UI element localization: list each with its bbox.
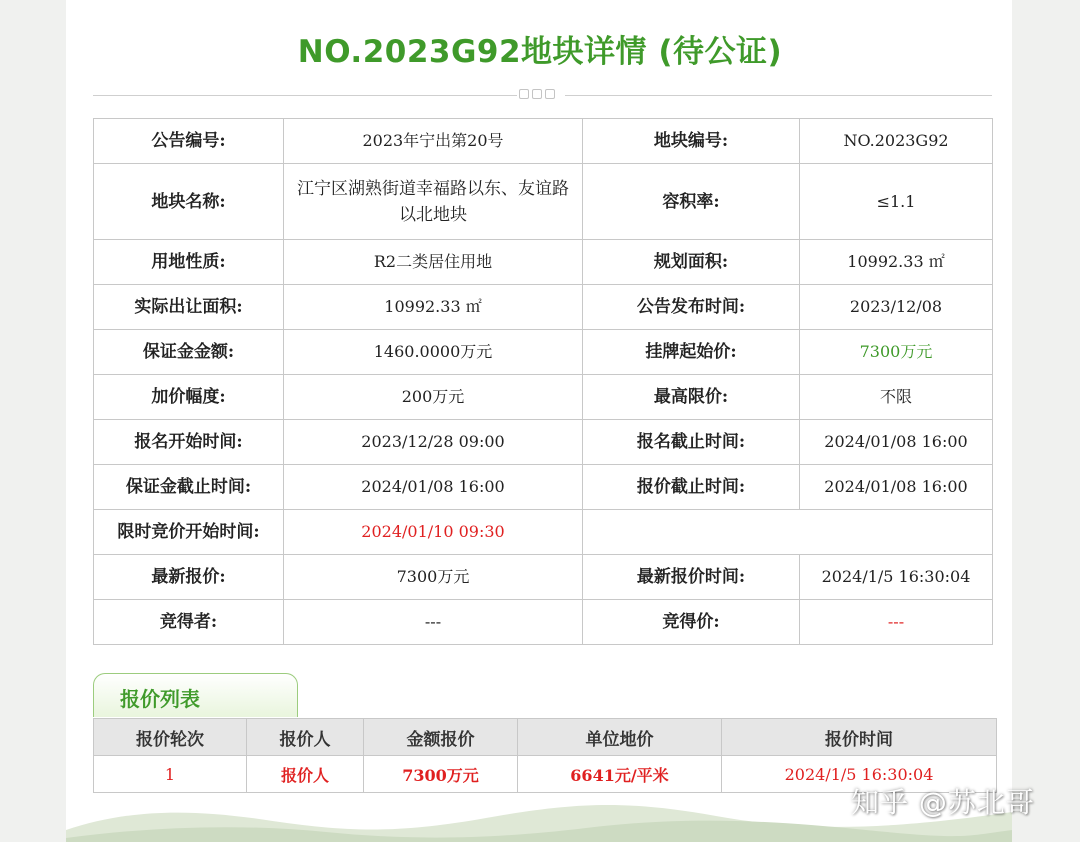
plot-name-label: 地块名称:: [94, 164, 284, 240]
title-divider-ornament: [519, 89, 555, 99]
planned-area-label: 规划面积:: [583, 240, 800, 285]
max-price-label: 最高限价:: [583, 375, 800, 420]
plot-ratio-label: 容积率:: [583, 164, 800, 240]
quote-list-tab[interactable]: [93, 673, 298, 717]
max-price-value: 不限: [800, 375, 993, 420]
header-unit-price: 单位地价: [518, 719, 722, 756]
header-bidder: 报价人: [247, 719, 364, 756]
increment-value: 200万元: [284, 375, 583, 420]
title-divider-right: [565, 95, 992, 96]
cell-amount: 7300万元: [364, 756, 518, 793]
publish-time-value: 2023/12/08: [800, 285, 993, 330]
increment-label: 加价幅度:: [94, 375, 284, 420]
header-amount: 金额报价: [364, 719, 518, 756]
cell-unit-price: 6641元/平米: [518, 756, 722, 793]
latest-bid-label: 最新报价:: [94, 555, 284, 600]
actual-area-label: 实际出让面积:: [94, 285, 284, 330]
plot-no-value: NO.2023G92: [800, 119, 993, 164]
plot-no-label: 地块编号:: [583, 119, 800, 164]
start-price-label: 挂牌起始价:: [583, 330, 800, 375]
announcement-no-label: 公告编号:: [94, 119, 284, 164]
plot-detail-table: [93, 118, 993, 645]
cell-bid-time: 2024/1/5 16:30:04: [722, 756, 997, 793]
timed-bid-start-label: 限时竞价开始时间:: [94, 510, 284, 555]
start-price-value: 7300万元: [800, 330, 993, 375]
registration-start-value: 2023/12/28 09:00: [284, 420, 583, 465]
bid-deadline-value: 2024/01/08 16:00: [800, 465, 993, 510]
registration-end-value: 2024/01/08 16:00: [800, 420, 993, 465]
page-title: NO.2023G92地块详情 (待公证): [297, 34, 783, 70]
watermark: 知乎 @苏北哥: [851, 786, 1035, 819]
planned-area-value: 10992.33 ㎡: [800, 240, 993, 285]
winner-value: ---: [284, 600, 583, 645]
title-divider-left: [93, 95, 517, 96]
land-use-label: 用地性质:: [94, 240, 284, 285]
winning-price-label: 竞得价:: [583, 600, 800, 645]
registration-end-label: 报名截止时间:: [583, 420, 800, 465]
actual-area-value: 10992.33 ㎡: [284, 285, 583, 330]
empty-cell: [583, 510, 993, 555]
deposit-deadline-label: 保证金截止时间:: [94, 465, 284, 510]
latest-bid-time-label: 最新报价时间:: [583, 555, 800, 600]
quote-list-title: 报价列表: [120, 687, 200, 711]
deposit-label: 保证金金额:: [94, 330, 284, 375]
cell-bidder: 报价人: [247, 756, 364, 793]
announcement-no-value: 2023年宁出第20号: [284, 119, 583, 164]
quote-table-header-row: [94, 719, 997, 756]
timed-bid-start-value: 2024/01/10 09:30: [284, 510, 583, 555]
latest-bid-time-value: 2024/1/5 16:30:04: [800, 555, 993, 600]
plot-ratio-value: ≤1.1: [800, 164, 993, 240]
winning-price-value: ---: [800, 600, 993, 645]
header-bid-time: 报价时间: [722, 719, 997, 756]
latest-bid-value: 7300万元: [284, 555, 583, 600]
publish-time-label: 公告发布时间:: [583, 285, 800, 330]
cell-round: 1: [94, 756, 247, 793]
registration-start-label: 报名开始时间:: [94, 420, 284, 465]
winner-label: 竞得者:: [94, 600, 284, 645]
header-round: 报价轮次: [94, 719, 247, 756]
bid-deadline-label: 报价截止时间:: [583, 465, 800, 510]
plot-name-value: 江宁区湖熟街道幸福路以东、友谊路以北地块: [284, 164, 583, 240]
land-use-value: R2二类居住用地: [284, 240, 583, 285]
deposit-deadline-value: 2024/01/08 16:00: [284, 465, 583, 510]
deposit-value: 1460.0000万元: [284, 330, 583, 375]
